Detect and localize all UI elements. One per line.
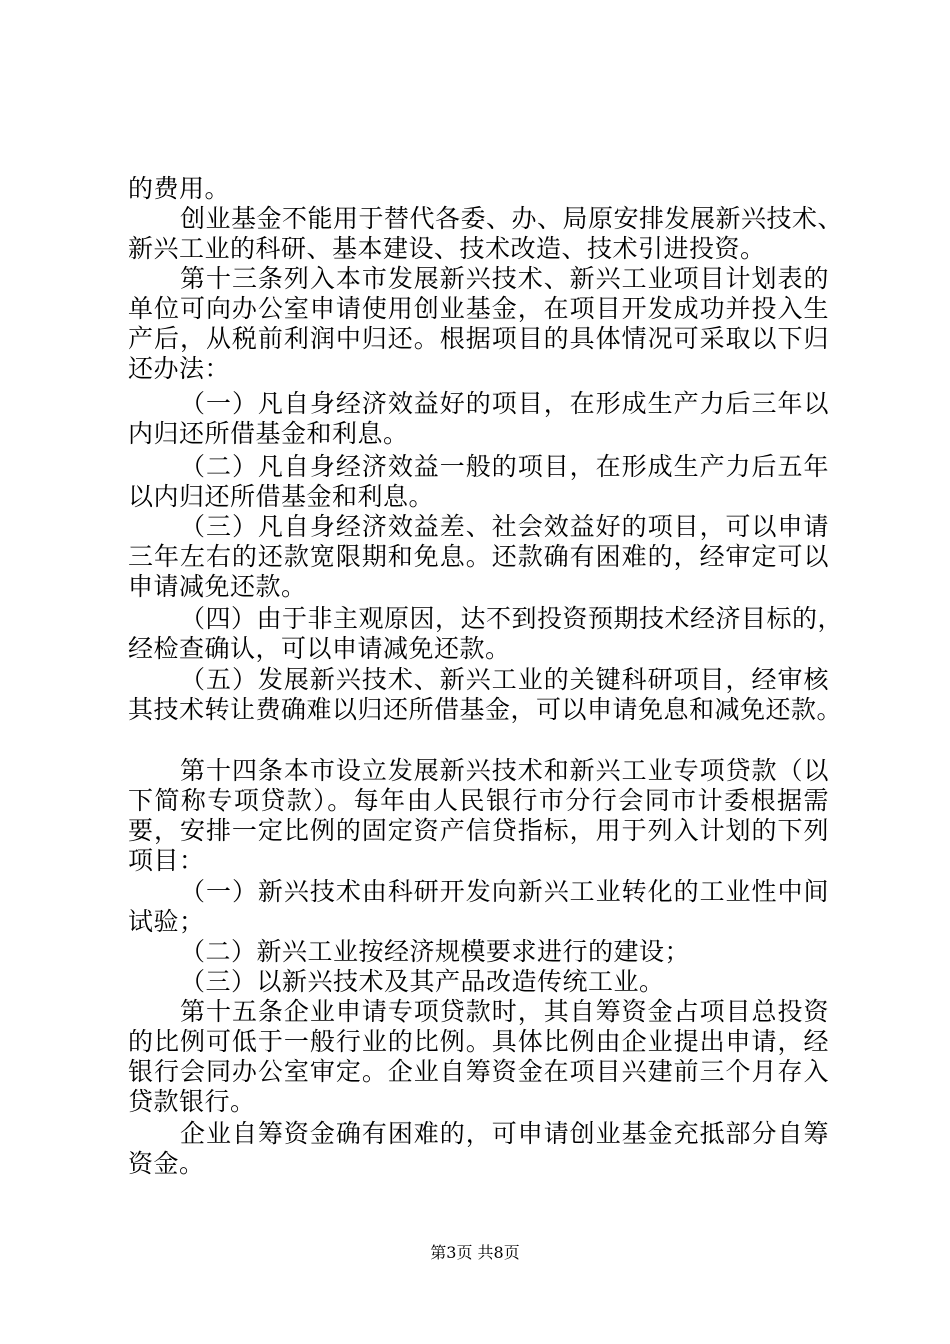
text-line: 第十三条列入本市发展新兴技术、新兴工业项目计划表的 bbox=[180, 264, 829, 293]
text-line: 第十五条企业申请专项贷款时，其自筹资金占项目总投资 bbox=[180, 997, 829, 1026]
text-line: 的比例可低于一般行业的比例。具体比例由企业提出申请，经 bbox=[128, 1027, 829, 1056]
text-line: 资金。 bbox=[128, 1149, 205, 1178]
text-line: （四）由于非主观原因，达不到投资预期技术经济目标的， bbox=[180, 604, 844, 633]
text-line: 三年左右的还款宽限期和免息。还款确有困难的，经审定可以 bbox=[128, 542, 829, 571]
text-line: （二）新兴工业按经济规模要求进行的建设； bbox=[180, 937, 691, 966]
text-line: 单位可向办公室申请使用创业基金，在项目开发成功并投入生 bbox=[128, 294, 829, 323]
text-line: 申请减免还款。 bbox=[128, 572, 307, 601]
text-line: 新兴工业的科研、基本建设、技术改造、技术引进投资。 bbox=[128, 234, 766, 263]
text-line: 产后，从税前利润中归还。根据项目的具体情况可采取以下归 bbox=[128, 324, 829, 353]
text-line: 还办法： bbox=[128, 354, 231, 383]
text-line: （一）新兴技术由科研开发向新兴工业转化的工业性中间 bbox=[180, 877, 829, 906]
text-line: （三）以新兴技术及其产品改造传统工业。 bbox=[180, 967, 665, 996]
text-line: 其技术转让费确难以归还所借基金，可以申请免息和减免还款。 bbox=[128, 695, 843, 724]
text-line: 的费用。 bbox=[128, 174, 231, 203]
text-line: 下简称专项贷款）。每年由人民银行市分行会同市计委根据需 bbox=[128, 786, 829, 815]
text-line: 试验； bbox=[128, 907, 205, 936]
text-line: 第十四条本市设立发展新兴技术和新兴工业专项贷款（以 bbox=[180, 756, 829, 785]
text-line: 经检查确认，可以申请减免还款。 bbox=[128, 634, 511, 663]
text-line: （三）凡自身经济效益差、社会效益好的项目，可以申请 bbox=[180, 512, 829, 541]
text-line: 项目： bbox=[128, 846, 205, 875]
text-line: 内归还所借基金和利息。 bbox=[128, 419, 409, 448]
text-line: （一）凡自身经济效益好的项目，在形成生产力后三年以 bbox=[180, 389, 829, 418]
text-line: 创业基金不能用于替代各委、办、局原安排发展新兴技术、 bbox=[180, 204, 844, 233]
text-line: 企业自筹资金确有困难的，可申请创业基金充抵部分自筹 bbox=[180, 1119, 829, 1148]
page-number-footer: 第3页 共8页 bbox=[430, 1243, 520, 1262]
text-line: 要，安排一定比例的固定资产信贷指标，用于列入计划的下列 bbox=[128, 816, 829, 845]
text-line: 以内归还所借基金和利息。 bbox=[128, 482, 435, 511]
text-line: 贷款银行。 bbox=[128, 1087, 256, 1116]
text-line: （五）发展新兴技术、新兴工业的关键科研项目，经审核 bbox=[180, 665, 829, 694]
text-line: （二）凡自身经济效益一般的项目，在形成生产力后五年 bbox=[180, 452, 829, 481]
text-line: 银行会同办公室审定。企业自筹资金在项目兴建前三个月存入 bbox=[128, 1057, 829, 1086]
